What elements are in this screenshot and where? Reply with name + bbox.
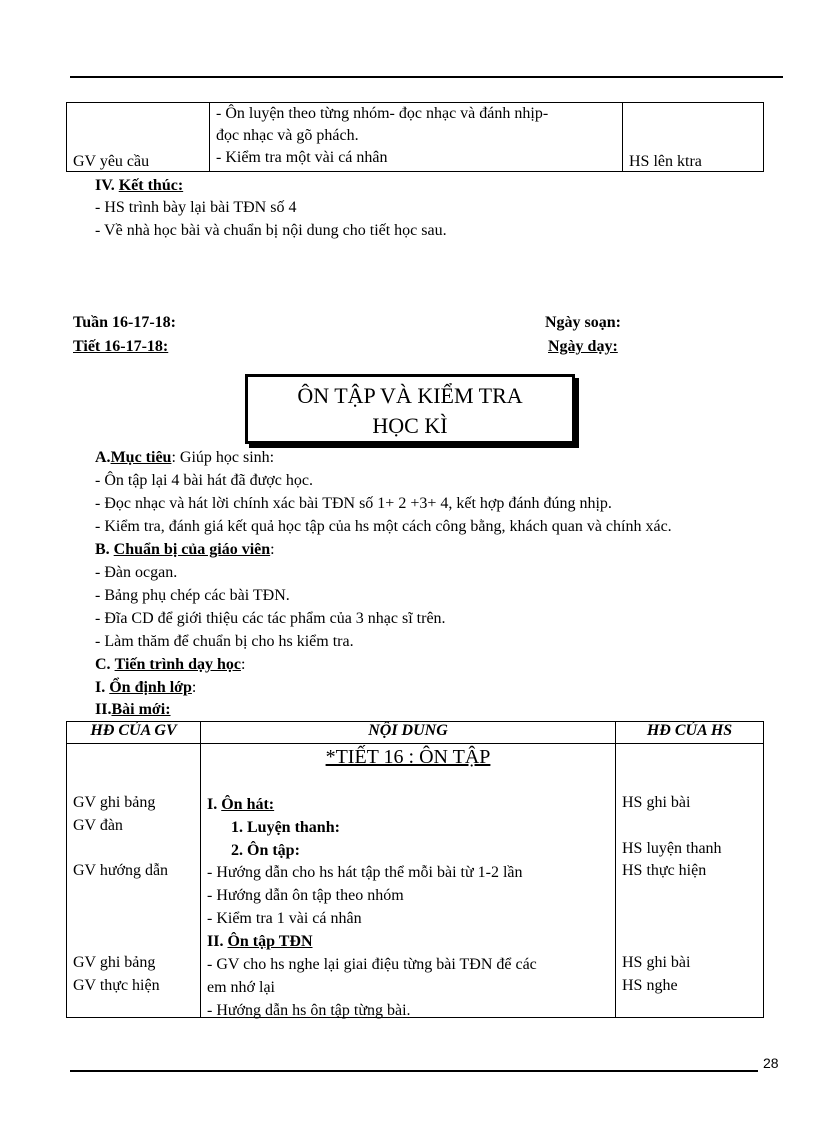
preparation-label: B. <box>95 541 110 558</box>
hs-line: HS ghi bài <box>622 954 691 971</box>
top-table-content-cell <box>210 103 623 172</box>
ending-heading <box>95 175 183 197</box>
top-table-line: - Kiểm tra một vài cá nhân <box>216 149 388 166</box>
title-box <box>245 374 575 444</box>
section-2-heading <box>95 699 171 721</box>
content-sub1: 1. Luyện thanh: <box>231 819 340 836</box>
main-table-header-row <box>67 722 764 744</box>
content-cell <box>201 744 616 1018</box>
ending-title: Kết thúc: <box>118 177 184 194</box>
gv-cell <box>67 744 201 1018</box>
objectives-title: Mục tiêu <box>110 449 172 466</box>
hs-line: HS thực hiện <box>622 862 707 879</box>
top-table <box>66 102 764 172</box>
gv-line: GV ghi bảng <box>73 954 156 971</box>
preparation-suffix: : <box>270 541 275 558</box>
objectives-heading <box>95 447 274 469</box>
main-table-body-row <box>67 744 764 1018</box>
date-prepared-label: Ngày soạn: <box>545 314 622 331</box>
objectives-item: - Ôn tập lại 4 bài hát đã được học. <box>95 472 313 489</box>
period-label: Tiết 16-17-18: <box>73 338 169 355</box>
objectives-item: - Kiểm tra, đánh giá kết quả học tập của hs một cách công bằng, khách quan và chính xác. <box>95 518 672 535</box>
title-line: HỌC KÌ <box>372 413 448 438</box>
process-heading <box>95 654 245 676</box>
main-table <box>66 721 764 1018</box>
header-hs: HĐ CỦA HS <box>616 722 764 744</box>
process-suffix: : <box>240 656 246 673</box>
hs-line: HS nghe <box>622 977 678 994</box>
title-line: ÔN TẬP VÀ KIỂM TRA <box>297 383 523 408</box>
section-1-heading <box>95 677 196 699</box>
section-1-suffix: : <box>191 679 197 696</box>
hs-cell <box>616 744 764 1018</box>
content-line: - GV cho hs nghe lại giai điệu từng bài TĐN để các <box>207 956 537 973</box>
content-line: em nhớ lại <box>207 979 275 996</box>
footer-rule <box>70 1070 758 1072</box>
header-content: NỘI DUNG <box>201 722 616 744</box>
content-sub2: 2. Ôn tập: <box>231 842 300 859</box>
section-1-title: Ổn định lớp <box>109 679 192 696</box>
content-sec2-heading <box>207 931 313 953</box>
top-table-line: - Ôn luyện theo từng nhóm- đọc nhạc và đánh nhịp- <box>216 105 549 122</box>
ending-label: IV. <box>95 177 115 194</box>
gv-line: GV ghi bảng <box>73 794 156 811</box>
objectives-label: A. <box>95 449 111 466</box>
header-gv: HĐ CỦA GV <box>67 722 201 744</box>
content-sec1-title: Ôn hát: <box>221 796 275 813</box>
header-rule <box>70 76 783 78</box>
content-sec2-label: II. <box>207 933 224 950</box>
lesson-title: *TIẾT 16 : ÔN TẬP <box>325 746 491 768</box>
ending-item: - HS trình bày lại bài TĐN số 4 <box>95 199 297 216</box>
top-table-line: đọc nhạc và gõ phách. <box>216 127 359 144</box>
preparation-item: - Làm thăm để chuẩn bị cho hs kiểm tra. <box>95 633 354 650</box>
preparation-item: - Đĩa CD để giới thiệu các tác phẩm của 3 nhạc sĩ trên. <box>95 610 446 627</box>
hs-line: HS luyện thanh <box>622 840 722 857</box>
preparation-title: Chuẩn bị của giáo viên <box>113 541 271 558</box>
content-line: - Hướng dẫn cho hs hát tập thể mỗi bài từ 1-2 lần <box>207 864 523 881</box>
section-1-label: I. <box>95 679 106 696</box>
hs-line: HS ghi bài <box>622 794 691 811</box>
date-taught-label: Ngày dạy: <box>548 338 618 355</box>
content-sec1-heading <box>207 794 274 816</box>
gv-line: GV thực hiện <box>73 977 160 994</box>
process-title: Tiến trình dạy học <box>114 656 241 673</box>
content-line: - Kiểm tra 1 vài cá nhân <box>207 910 362 927</box>
preparation-item: - Bảng phụ chép các bài TĐN. <box>95 587 290 604</box>
top-table-gv-cell <box>67 103 210 172</box>
ending-item: - Về nhà học bài và chuẩn bị nội dung cho tiết học sau. <box>95 222 447 239</box>
top-table-hs-cell <box>623 103 764 172</box>
content-line: - Hướng dẫn hs ôn tập từng bài. <box>207 1002 411 1019</box>
page-number: 28 <box>763 1055 779 1071</box>
section-2-label: II. <box>95 701 112 718</box>
section-2-title: Bài mới: <box>111 701 171 718</box>
preparation-heading <box>95 539 275 561</box>
objectives-suffix: : Giúp học sinh: <box>171 449 275 466</box>
content-line: - Hướng dẫn ôn tập theo nhóm <box>207 887 404 904</box>
preparation-item: - Đàn ocgan. <box>95 564 178 581</box>
gv-line: GV đàn <box>73 817 123 834</box>
content-sec1-label: I. <box>207 796 218 813</box>
gv-line: GV hướng dẫn <box>73 862 169 879</box>
top-table-hs-text: HS lên ktra <box>629 153 702 170</box>
content-sec2-title: Ôn tập TĐN <box>227 933 313 950</box>
top-table-gv-text: GV yêu cầu <box>73 153 150 170</box>
week-label: Tuần 16-17-18: <box>73 314 176 331</box>
objectives-item: - Đọc nhạc và hát lời chính xác bài TĐN số 1+ 2 +3+ 4, kết hợp đánh đúng nhịp. <box>95 495 612 512</box>
process-label: C. <box>95 656 111 673</box>
